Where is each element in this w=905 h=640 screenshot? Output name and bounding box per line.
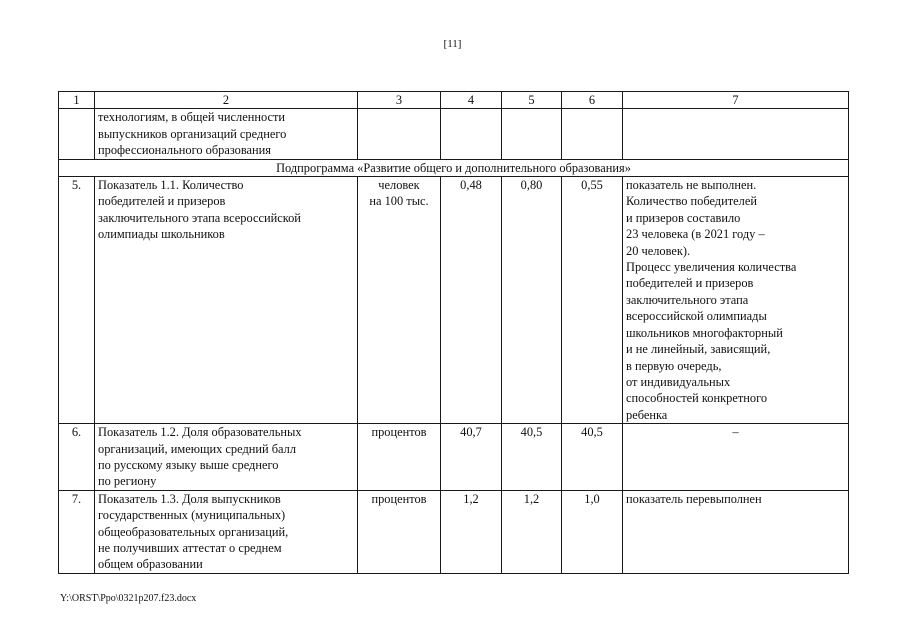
explanation-note: показатель перевыполнен	[623, 490, 849, 573]
indicator-name: Показатель 1.1. Количество победителей и призеров заключительного этапа всероссийской олимпиады школьников	[95, 177, 358, 424]
explanation-note: –	[623, 424, 849, 491]
value-col-6: 40,5	[562, 424, 623, 491]
value-col-5: 0,80	[502, 177, 562, 424]
column-header-5: 5	[502, 92, 562, 109]
table-row	[59, 424, 849, 491]
table-row	[59, 177, 849, 424]
row-number: 6.	[59, 424, 95, 491]
subprogram-title: Подпрограмма «Развитие общего и дополнительного образования»	[59, 159, 849, 176]
continuation-indicator-text: технологиям, в общей численности выпускников организаций среднего профессионального образования	[95, 109, 358, 159]
subprogram-row	[59, 159, 849, 176]
column-header-2: 2	[95, 92, 358, 109]
indicator-name: Показатель 1.2. Доля образовательных организаций, имеющих средний балл по русскому языку выше среднего по региону	[95, 424, 358, 491]
row-number: 7.	[59, 490, 95, 573]
column-header-3: 3	[358, 92, 441, 109]
row-number: 5.	[59, 177, 95, 424]
indicator-name: Показатель 1.3. Доля выпускников государственных (муниципальных) общеобразовательных организаций, не получивших аттестат о среднем общем образовании	[95, 490, 358, 573]
column-header-6: 6	[562, 92, 623, 109]
table-row	[59, 490, 849, 573]
explanation-note: показатель не выполнен. Количество победителей и призеров составило 23 человека (в 2021 году – 20 человек). Процесс увеличения количества победителей и призеров заключительного этапа всероссийской олимпиады школьников многофакторный и не линейный, зависящий, в первую очередь, от индивидуальных способностей конкретного ребенка	[623, 177, 849, 424]
page-number: [11]	[443, 38, 462, 50]
value-col-6: 0,55	[562, 177, 623, 424]
footer-file-path: Y:\ORST\Ppo\0321p207.f23.docx	[60, 593, 197, 604]
value-col-4: 40,7	[441, 424, 502, 491]
value-col-5: 1,2	[502, 490, 562, 573]
report-table	[58, 91, 849, 574]
unit-of-measure: процентов	[358, 424, 441, 491]
continuation-row	[59, 109, 849, 159]
table-header-row	[59, 92, 849, 109]
value-col-5: 40,5	[502, 424, 562, 491]
column-header-4: 4	[441, 92, 502, 109]
value-col-6: 1,0	[562, 490, 623, 573]
column-header-7: 7	[623, 92, 849, 109]
column-header-1: 1	[59, 92, 95, 109]
value-col-4: 0,48	[441, 177, 502, 424]
value-col-4: 1,2	[441, 490, 502, 573]
unit-of-measure: человек на 100 тыс.	[358, 177, 441, 424]
unit-of-measure: процентов	[358, 490, 441, 573]
